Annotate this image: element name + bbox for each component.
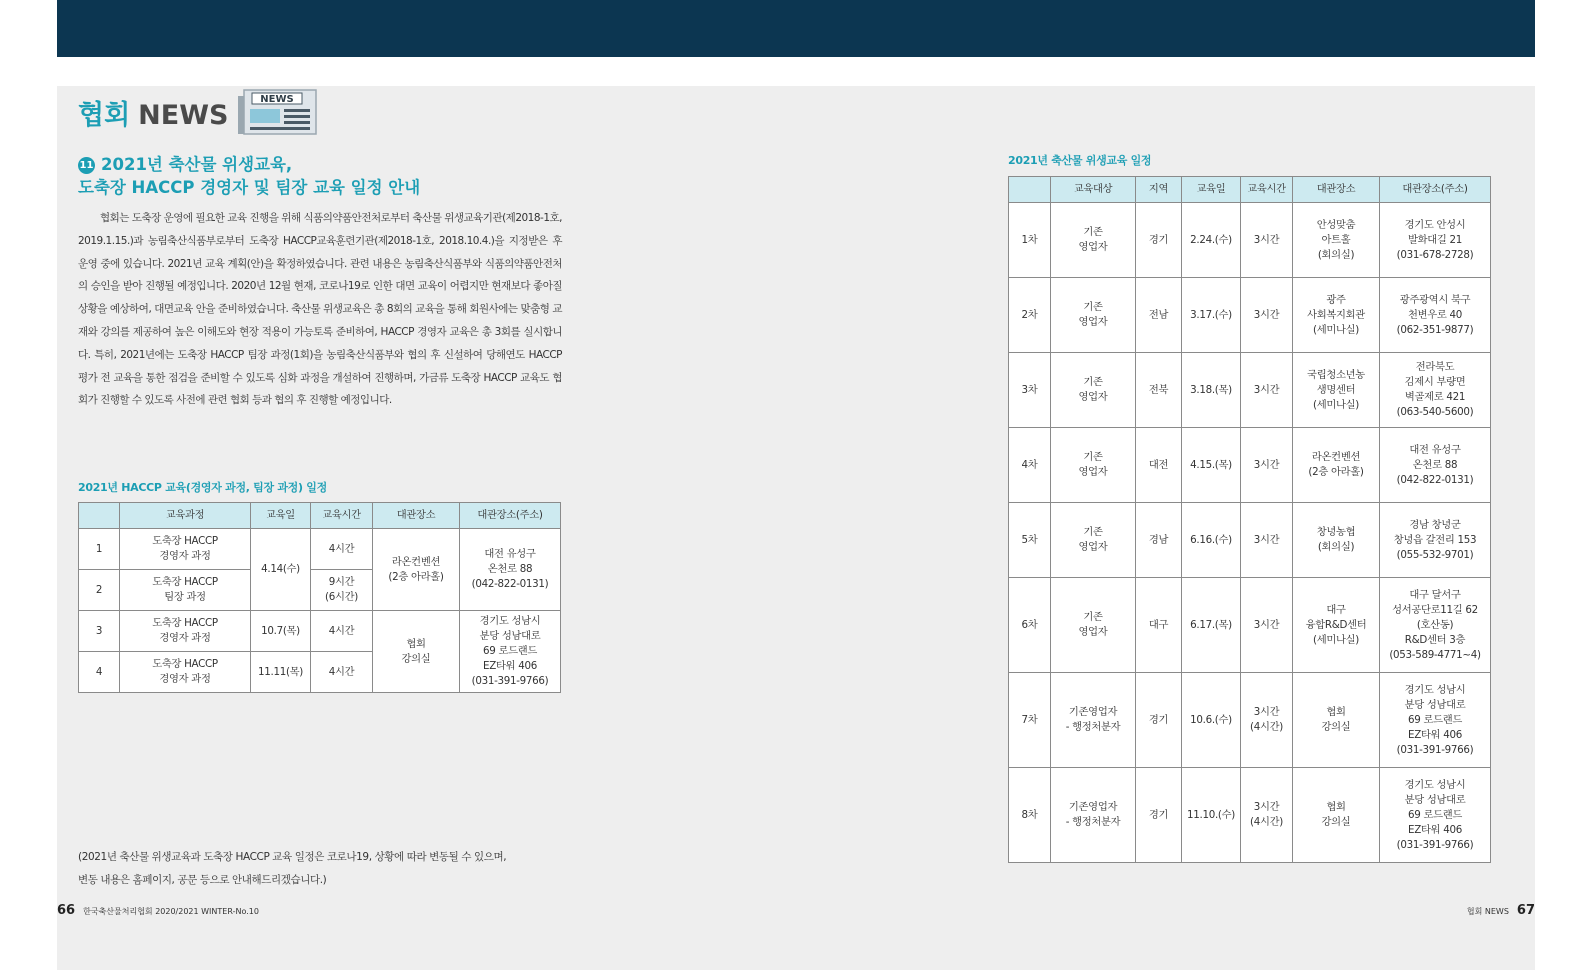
table-cell: 대구 (1136, 578, 1182, 673)
table-cell: 1 (79, 529, 120, 570)
table-cell: 6차 (1009, 578, 1051, 673)
table-header-cell: 교육시간 (1241, 177, 1293, 203)
table-cell: 경남 (1136, 503, 1182, 578)
table-cell: 광주 사회복지회관 (세미나실) (1293, 278, 1380, 353)
table-cell: 대전 유성구 온천로 88 (042-822-0131) (1380, 428, 1491, 503)
table-cell: 1차 (1009, 203, 1051, 278)
table-cell: 경기도 성남시 분당 성남대로 69 로드랜드 EZ타워 406 (031-391-9766) (460, 611, 561, 693)
schedule-note (78, 846, 558, 892)
table-row (1009, 503, 1491, 578)
table-cell: 도축장 HACCP 경영자 과정 (120, 529, 251, 570)
table-cell: 4시간 (311, 652, 373, 693)
brand-suffix: NEWS (138, 100, 229, 131)
table-cell: 전남 (1136, 278, 1182, 353)
table-cell: 도축장 HACCP 경영자 과정 (120, 611, 251, 652)
table-cell: 라온컨벤션 (2층 아라홀) (373, 529, 460, 611)
haccp-table-title: 2021년 HACCP 교육(경영자 과정, 팀장 과정) 일정 (78, 481, 327, 494)
table-cell: 대전 (1136, 428, 1182, 503)
table-cell: 경기도 성남시 분당 성남대로 69 로드랜드 EZ타워 406 (031-391-9766) (1380, 768, 1491, 863)
table-cell: 도축장 HACCP 팀장 과정 (120, 570, 251, 611)
table-cell: 3 (79, 611, 120, 652)
article-headline (78, 153, 558, 199)
table-row (1009, 428, 1491, 503)
table-cell: 2차 (1009, 278, 1051, 353)
table-cell: 기존 영업자 (1051, 203, 1136, 278)
table-cell: 경기도 안성시 발화대길 21 (031-678-2728) (1380, 203, 1491, 278)
table-header-cell (1009, 177, 1051, 203)
table-cell: 협회 강의실 (1293, 673, 1380, 768)
table-header-cell: 교육일 (1182, 177, 1241, 203)
table-cell: 9시간 (6시간) (311, 570, 373, 611)
table-header-cell: 지역 (1136, 177, 1182, 203)
table-cell: 7차 (1009, 673, 1051, 768)
table-cell: 3시간 (1241, 353, 1293, 428)
table-cell: 기존 영업자 (1051, 578, 1136, 673)
table-header-cell: 교육과정 (120, 503, 251, 529)
table-cell: 전라북도 김제시 부량면 벽골제로 421 (063-540-5600) (1380, 353, 1491, 428)
table-header-cell (79, 503, 120, 529)
note-line1: (2021년 축산물 위생교육과 도축장 HACCP 교육 일정은 코로나19, 상황에 따라 변동될 수 있으며, (78, 851, 507, 863)
table-cell: 도축장 HACCP 경영자 과정 (120, 652, 251, 693)
table-cell: 전북 (1136, 353, 1182, 428)
table-cell: 협회 강의실 (1293, 768, 1380, 863)
table-cell: 6.16.(수) (1182, 503, 1241, 578)
table-cell: 기존영업자 - 행정처분자 (1051, 673, 1136, 768)
table-cell: 광주광역시 북구 천변우로 40 (062-351-9877) (1380, 278, 1491, 353)
table-row (1009, 353, 1491, 428)
table-cell: 3차 (1009, 353, 1051, 428)
table-cell: 대구 달서구 성서공단로11길 62 (호산동) R&D센터 3층 (053-589-4771~4) (1380, 578, 1491, 673)
table-cell: 라온컨벤션 (2층 아라홀) (1293, 428, 1380, 503)
table-cell: 8차 (1009, 768, 1051, 863)
table-cell: 3.18.(목) (1182, 353, 1241, 428)
table-cell: 11.11(목) (251, 652, 311, 693)
table-cell: 경남 창녕군 창녕읍 갈전리 153 (055-532-9701) (1380, 503, 1491, 578)
table-cell: 대전 유성구 온천로 88 (042-822-0131) (460, 529, 561, 611)
table-cell: 4차 (1009, 428, 1051, 503)
table-cell: 기존 영업자 (1051, 428, 1136, 503)
hygiene-schedule-table (1008, 176, 1491, 863)
table-cell: 3시간 (1241, 278, 1293, 353)
table-cell: 11.10.(수) (1182, 768, 1241, 863)
table-cell: 기존 영업자 (1051, 503, 1136, 578)
table-cell: 경기 (1136, 673, 1182, 768)
table-header-cell: 교육대상 (1051, 177, 1136, 203)
haccp-schedule-table (78, 502, 561, 693)
section-brand (78, 88, 318, 136)
table-row (1009, 673, 1491, 768)
table-header-cell: 대관장소 (1293, 177, 1380, 203)
table-header-cell: 대관장소(주소) (1380, 177, 1491, 203)
table-cell: 5차 (1009, 503, 1051, 578)
table-cell: 4 (79, 652, 120, 693)
brand-prefix: 협회 (78, 100, 131, 131)
table-cell: 창녕농협 (회의실) (1293, 503, 1380, 578)
table-cell: 10.6.(수) (1182, 673, 1241, 768)
table-cell: 대구 융합R&D센터 (세미나실) (1293, 578, 1380, 673)
table-row (1009, 578, 1491, 673)
table-header-cell: 대관장소 (373, 503, 460, 529)
table-cell: 기존영업자 - 행정처분자 (1051, 768, 1136, 863)
table-cell: 3시간 (1241, 203, 1293, 278)
page-number-right: 67 (1516, 903, 1535, 918)
table-cell: 협회 강의실 (373, 611, 460, 693)
footer-publication: 한국축산물처리협회 2020/2021 WINTER-No.10 (83, 907, 259, 916)
footer-right (1467, 903, 1535, 918)
newspaper-icon-label: NEWS (260, 94, 295, 105)
table-cell: 안성맞춤 아트홀 (회의실) (1293, 203, 1380, 278)
table-cell: 3시간 (4시간) (1241, 673, 1293, 768)
hygiene-table-title: 2021년 축산물 위생교육 일정 (1008, 154, 1152, 167)
article-number-badge: 11 (78, 157, 95, 174)
table-cell: 4.14(수) (251, 529, 311, 611)
table-row (1009, 278, 1491, 353)
table-cell: 6.17.(목) (1182, 578, 1241, 673)
article-body: 협회는 도축장 운영에 필요한 교육 진행을 위해 식품의약품안전처로부터 축산물 위생교육기관(제2018-1호, 2019.1.15.)과 농림축산식품부로부터 도축장 HACCP교육훈련기관(제2018-1호, 2018.10.4.)을 지정받은 후 운영 중에 있습니다. 2021년 교육 계획(안)을 확정하였습니다. 관련 내용은 농림축산식품부와 식품의약품안전처의 승인을 받아 진행될 예정입니다. 2020년 12월 현재, 코로나19로 인한 대면 교육이 어렵지만 현재보다 좋아질 상황을 예상하여, 대면교육 안을 준비하였습니다. 축산물 위생교육은 총 8회의 교육을 통해 회원사에는 맞춤형 교재와 강의를 제공하여 높은 이해도와 현장 적용이 가능토록 준비하여, HACCP 경영자 교육은 총 3회를 실시합니다. 특히, 2021년에는 도축장 HACCP 팀장 과정(1회)을 농림축산식품부와 협의 후 신설하여 당해연도 HACCP 평가 전 교육을 통한 점검을 준비할 수 있도록 심화 과정을 개설하여 진행하며, 가금류 도축장 HACCP 교육도 협회가 진행할 수 있도록 사전에 관련 협회 등과 협의 후 진행할 예정입니다. (78, 212, 562, 407)
table-row (1009, 203, 1491, 278)
headline-line1: 2021년 축산물 위생교육, (101, 155, 293, 174)
table-cell: 4시간 (311, 529, 373, 570)
footer-section: 협회 NEWS (1466, 907, 1509, 916)
table-cell: 3시간 (1241, 428, 1293, 503)
top-banner (57, 0, 1535, 57)
headline-line2: 도축장 HACCP 경영자 및 팀장 교육 일정 안내 (78, 178, 421, 197)
table-row (79, 611, 561, 652)
table-cell: 경기 (1136, 203, 1182, 278)
brand-title (78, 96, 228, 136)
newspaper-icon (238, 88, 318, 136)
table-cell: 국립청소년농 생명센터 (세미나실) (1293, 353, 1380, 428)
table-cell: 2.24.(수) (1182, 203, 1241, 278)
table-cell: 4.15.(목) (1182, 428, 1241, 503)
table-cell: 3시간 (1241, 578, 1293, 673)
table-cell: 3.17.(수) (1182, 278, 1241, 353)
table-cell: 기존 영업자 (1051, 278, 1136, 353)
table-header-cell: 대관장소(주소) (460, 503, 561, 529)
table-header-cell: 교육시간 (311, 503, 373, 529)
table-cell: 3시간 (1241, 503, 1293, 578)
footer-left (57, 903, 259, 918)
table-row (1009, 768, 1491, 863)
table-cell: 기존 영업자 (1051, 353, 1136, 428)
page-number-left: 66 (57, 903, 76, 918)
table-cell: 3시간 (4시간) (1241, 768, 1293, 863)
table-cell: 10.7(목) (251, 611, 311, 652)
table-cell: 4시간 (311, 611, 373, 652)
note-line2: 변동 내용은 홈페이지, 공문 등으로 안내해드리겠습니다.) (78, 873, 327, 886)
table-cell: 경기 (1136, 768, 1182, 863)
table-cell: 2 (79, 570, 120, 611)
table-cell: 경기도 성남시 분당 성남대로 69 로드랜드 EZ타워 406 (031-391-9766) (1380, 673, 1491, 768)
table-row (79, 529, 561, 570)
table-header-cell: 교육일 (251, 503, 311, 529)
